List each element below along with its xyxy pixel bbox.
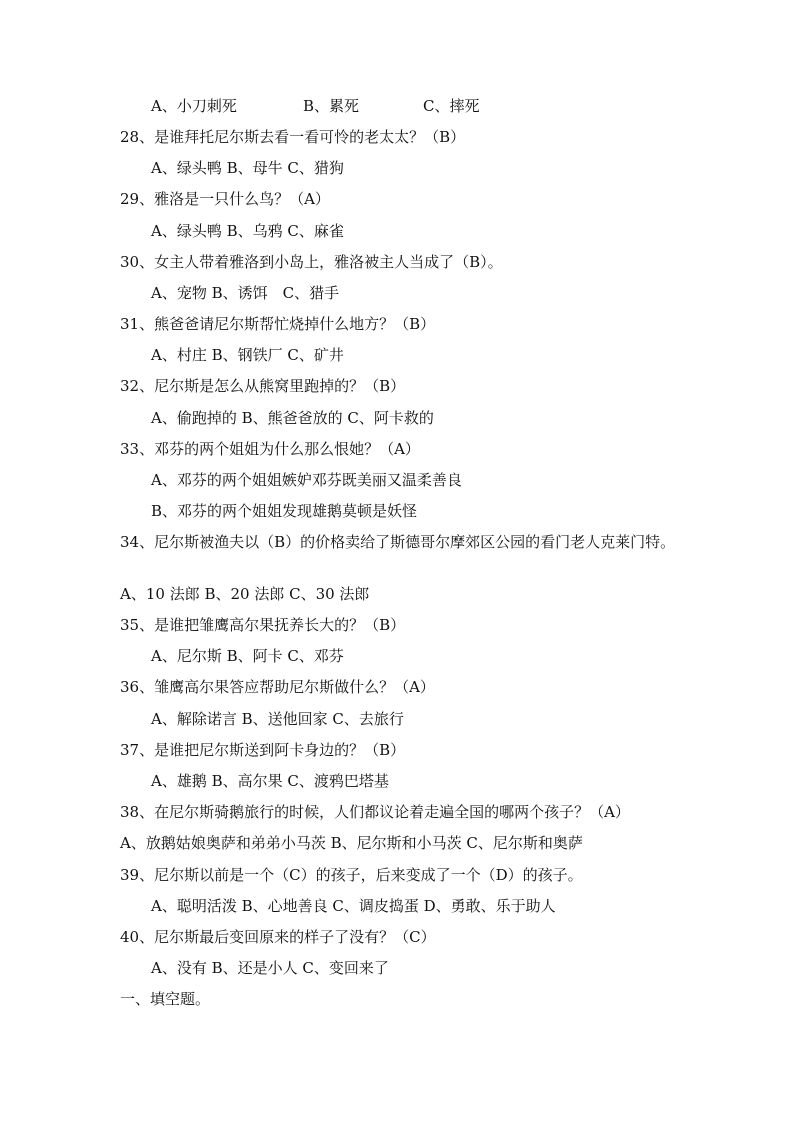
question-32: 32、尼尔斯是怎么从熊窝里跑掉的？（B） — [120, 377, 406, 395]
question-36: 36、雏鹰高尔果答应帮助尼尔斯做什么？（A） — [120, 678, 435, 696]
options-39: A、聪明活泼 B、心地善良 C、调皮捣蛋 D、勇敢、乐于助人 — [151, 897, 556, 915]
option-line — [423, 96, 479, 116]
option-line — [303, 96, 359, 116]
option-33-b: B、邓芬的两个姐姐发现雄鹅莫顿是妖怪 — [151, 502, 418, 520]
question-35: 35、是谁把雏鹰高尔果抚养长大的？（B） — [120, 616, 406, 634]
question-34: 34、尼尔斯被渔夫以（B）的价格卖给了斯德哥尔摩郊区公园的看门老人克莱门特。 — [120, 533, 676, 551]
question-28: 28、是谁拜托尼尔斯去看一看可怜的老太太？（B） — [120, 128, 466, 146]
options-29: A、绿头鸭 B、乌鸦 C、麻雀 — [151, 222, 344, 240]
question-39: 39、尼尔斯以前是一个（C）的孩子，后来变成了一个（D）的孩子。 — [120, 866, 583, 884]
options-37: A、雄鹅 B、高尔果 C、渡鸦巴塔基 — [151, 772, 389, 790]
options-31: A、村庄 B、钢铁厂 C、矿井 — [151, 346, 344, 364]
question-31: 31、熊爸爸请尼尔斯帮忙烧掉什么地方？（B） — [120, 315, 436, 333]
options-32: A、偷跑掉的 B、熊爸爸放的 C、阿卡救的 — [151, 409, 434, 427]
section-heading: 一、填空题。 — [120, 990, 211, 1008]
question-37: 37、是谁把尼尔斯送到阿卡身边的？（B） — [120, 741, 406, 759]
option-b: B、累死 — [303, 97, 360, 115]
question-38: 38、在尼尔斯骑鹅旅行的时候，人们都议论着走遍全国的哪两个孩子？（A） — [120, 803, 630, 821]
option-a: A、小刀刺死 — [151, 97, 237, 115]
question-33: 33、邓芬的两个姐姐为什么那么恨她？（A） — [120, 440, 420, 458]
options-28: A、绿头鸭 B、母牛 C、猎狗 — [151, 159, 344, 177]
options-38: A、放鹅姑娘奥萨和弟弟小马茨 B、尼尔斯和小马茨 C、尼尔斯和奥萨 — [120, 834, 583, 852]
options-30: A、宠物 B、诱饵 C、猎手 — [151, 284, 340, 302]
option-33-a: A、邓芬的两个姐姐嫉妒邓芬既美丽又温柔善良 — [151, 471, 462, 489]
options-34: A、10 法郎 B、20 法郎 C、30 法郎 — [120, 585, 370, 603]
options-35: A、尼尔斯 B、阿卡 C、邓芬 — [151, 647, 344, 665]
question-29: 29、雅洛是一只什么鸟？（A） — [120, 190, 330, 208]
options-36: A、解除诺言 B、送他回家 C、去旅行 — [151, 710, 404, 728]
question-30: 30、女主人带着雅洛到小岛上，雅洛被主人当成了（B）。 — [120, 253, 503, 271]
option-line — [151, 96, 237, 116]
question-40: 40、尼尔斯最后变回原来的样子了没有？（C） — [120, 928, 436, 946]
options-40: A、没有 B、还是小人 C、变回来了 — [151, 959, 389, 977]
option-c: C、摔死 — [423, 97, 480, 115]
